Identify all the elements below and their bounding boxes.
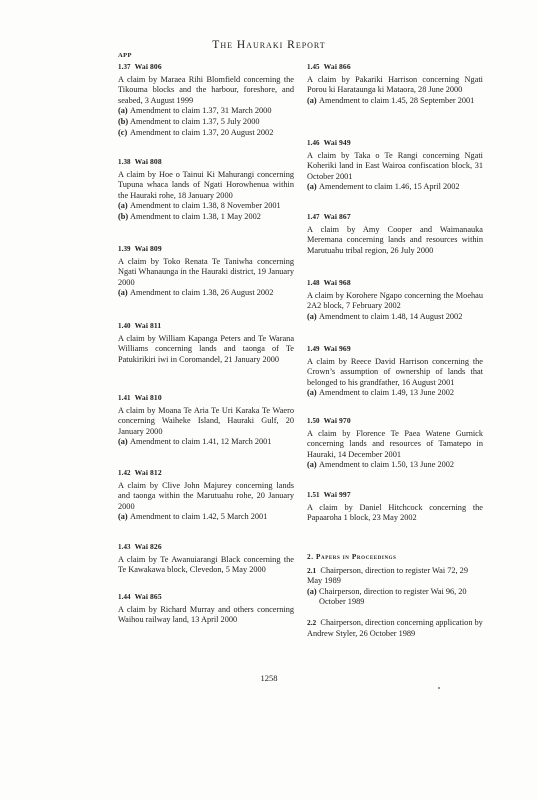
amendment-item: (a) Amendment to claim 1.48, 14 August 2002	[307, 311, 463, 321]
amendment-item: (a) Amendment to claim 1.41, 12 March 2001	[118, 437, 272, 447]
claim-heading: 1.51 Wai 997	[307, 490, 351, 499]
claim-heading: 1.44 Wai 865	[118, 592, 162, 601]
claim-description: A claim by Richard Murray and others concerning Waihou railway land, 13 April 2000	[118, 604, 294, 625]
claim-entry	[307, 490, 483, 524]
claim-heading: 1.47 Wai 867	[307, 212, 351, 221]
amendment-item: (a) Chairperson, direction to register Wai 96, 20 October 1989	[307, 586, 467, 607]
claim-heading: 1.38 Wai 808	[118, 157, 162, 166]
claim-description: A claim by Reece David Harrison concerning the Crown’s assumption of ownership of lands that belonged to his grandfather, 16 August 2001	[307, 356, 483, 387]
claim-heading: 1.40 Wai 811	[118, 321, 162, 330]
amendment-item: (b) Amendment to claim 1.37, 5 July 2000	[118, 116, 260, 126]
claim-entry	[118, 321, 294, 365]
claim-entry	[307, 138, 483, 193]
section-heading: 2. Papers in Proceedings	[307, 553, 397, 561]
claim-entry	[118, 62, 294, 138]
claim-heading: 1.49 Wai 969	[307, 344, 351, 353]
claim-description: A claim by Amy Cooper and Waimanauka Meremana concerning lands and resources within Marutuahu tribal region, 26 July 2000	[307, 224, 483, 255]
claim-entry	[118, 592, 294, 626]
claim-description: A claim by William Kapanga Peters and Te Warana Williams concerning lands and taonga of Te Patukirikiri iwi in Coromandel, 21 January 2000	[118, 333, 294, 364]
claim-entry	[118, 542, 294, 576]
amendment-item: (a) Amendment to claim 1.42, 5 March 2001	[118, 512, 268, 522]
scan-speck	[438, 687, 440, 689]
claim-heading: 1.39 Wai 809	[118, 244, 162, 253]
paper-item: 2.2 Chairperson, direction concerning application by Andrew Styler, 26 October 1989	[307, 617, 483, 638]
claim-heading: 1.48 Wai 968	[307, 278, 351, 287]
claim-entry	[118, 468, 294, 523]
amendment-item: (a) Amendment to claim 1.38, 26 August 2002	[118, 288, 274, 298]
paper-item: 2.1 Chairperson, direction to register Wai 72, 29 May 1989	[307, 565, 468, 586]
amendment-item: (c) Amendment to claim 1.37, 20 August 2002	[118, 127, 274, 137]
claim-description: A claim by Hoe o Tainui Ki Mahurangi concerning Tupuna whaca lands of Ngati Horowhenua within the Hauraki rohe, 18 January 2000	[118, 169, 294, 200]
claim-description: A claim by Daniel Hitchcock concerning the Papaaroha 1 block, 23 May 2002	[307, 502, 483, 523]
claim-heading: 1.45 Wai 866	[307, 62, 351, 71]
amendment-item: (a) Amendment to claim 1.50, 13 June 2002	[307, 460, 455, 470]
claim-description: A claim by Pakariki Harrison concerning Ngati Porou ki Harataunga ki Mataora, 28 June 2000	[307, 74, 483, 95]
claim-entry	[307, 62, 483, 106]
claim-description: A claim by Maraea Rihi Blomfield concerning the Tikouma blocks and the harbour, foreshore, and seabed, 3 August 1999	[118, 74, 294, 105]
amendment-item: (a) Amendment to claim 1.45, 28 September 2001	[307, 95, 475, 105]
claim-entry	[307, 212, 483, 256]
amendment-item: (a) Amendment to claim 1.49, 13 June 2002	[307, 388, 455, 398]
claim-entry	[118, 244, 294, 299]
claim-description: A claim by Te Awanuiarangi Black concerning the Te Kawakawa block, Clevedon, 5 May 2000	[118, 554, 294, 575]
claim-entry	[307, 344, 483, 399]
claim-description: A claim by Moana Te Aria Te Uri Karaka Te Waero concerning Waiheke Island, Hauraki Gulf, 20 January 2000	[118, 405, 294, 436]
claim-description: A claim by Taka o Te Rangi concerning Ngati Koheriki land in East Wairoa confiscation block, 31 October 2001	[307, 150, 483, 181]
claim-description: A claim by Clive John Majurey concerning lands and taonga within the Marutuahu rohe, 20 January 2000	[118, 480, 294, 511]
claim-heading: 1.50 Wai 970	[307, 416, 351, 425]
page-number: 1258	[260, 673, 278, 683]
claim-heading: 1.37 Wai 806	[118, 62, 162, 71]
claim-entry	[307, 416, 483, 471]
claim-entry	[118, 393, 294, 448]
running-head: The Hauraki Report	[212, 39, 326, 51]
amendment-item: (b) Amendment to claim 1.38, 1 May 2002	[118, 211, 261, 221]
amendment-item: (a) Amendement to claim 1.46, 15 April 2002	[307, 182, 460, 192]
section-label: APP	[118, 52, 132, 59]
claim-heading: 1.41 Wai 810	[118, 393, 162, 402]
claim-description: A claim by Toko Renata Te Taniwha concerning Ngati Whanaunga in the Hauraki district, 19 January 2000	[118, 256, 294, 287]
claim-heading: 1.43 Wai 826	[118, 542, 162, 551]
amendment-item: (a) Amendment to claim 1.37, 31 March 2000	[118, 106, 272, 116]
amendment-item: (a) Amendment to claim 1.38, 8 November 2001	[118, 201, 281, 211]
papers-section	[307, 552, 483, 639]
claim-entry	[307, 278, 483, 322]
claim-description: A claim by Korohere Ngapo concerning the Moehau 2A2 block, 7 February 2002	[307, 290, 483, 311]
claim-entry	[118, 157, 294, 223]
claim-heading: 1.46 Wai 949	[307, 138, 351, 147]
claim-heading: 1.42 Wai 812	[118, 468, 162, 477]
claim-description: A claim by Florence Te Paea Watene Gurnick concerning lands and resources of Tamatepo in Hauraki, 14 December 2001	[307, 428, 483, 459]
